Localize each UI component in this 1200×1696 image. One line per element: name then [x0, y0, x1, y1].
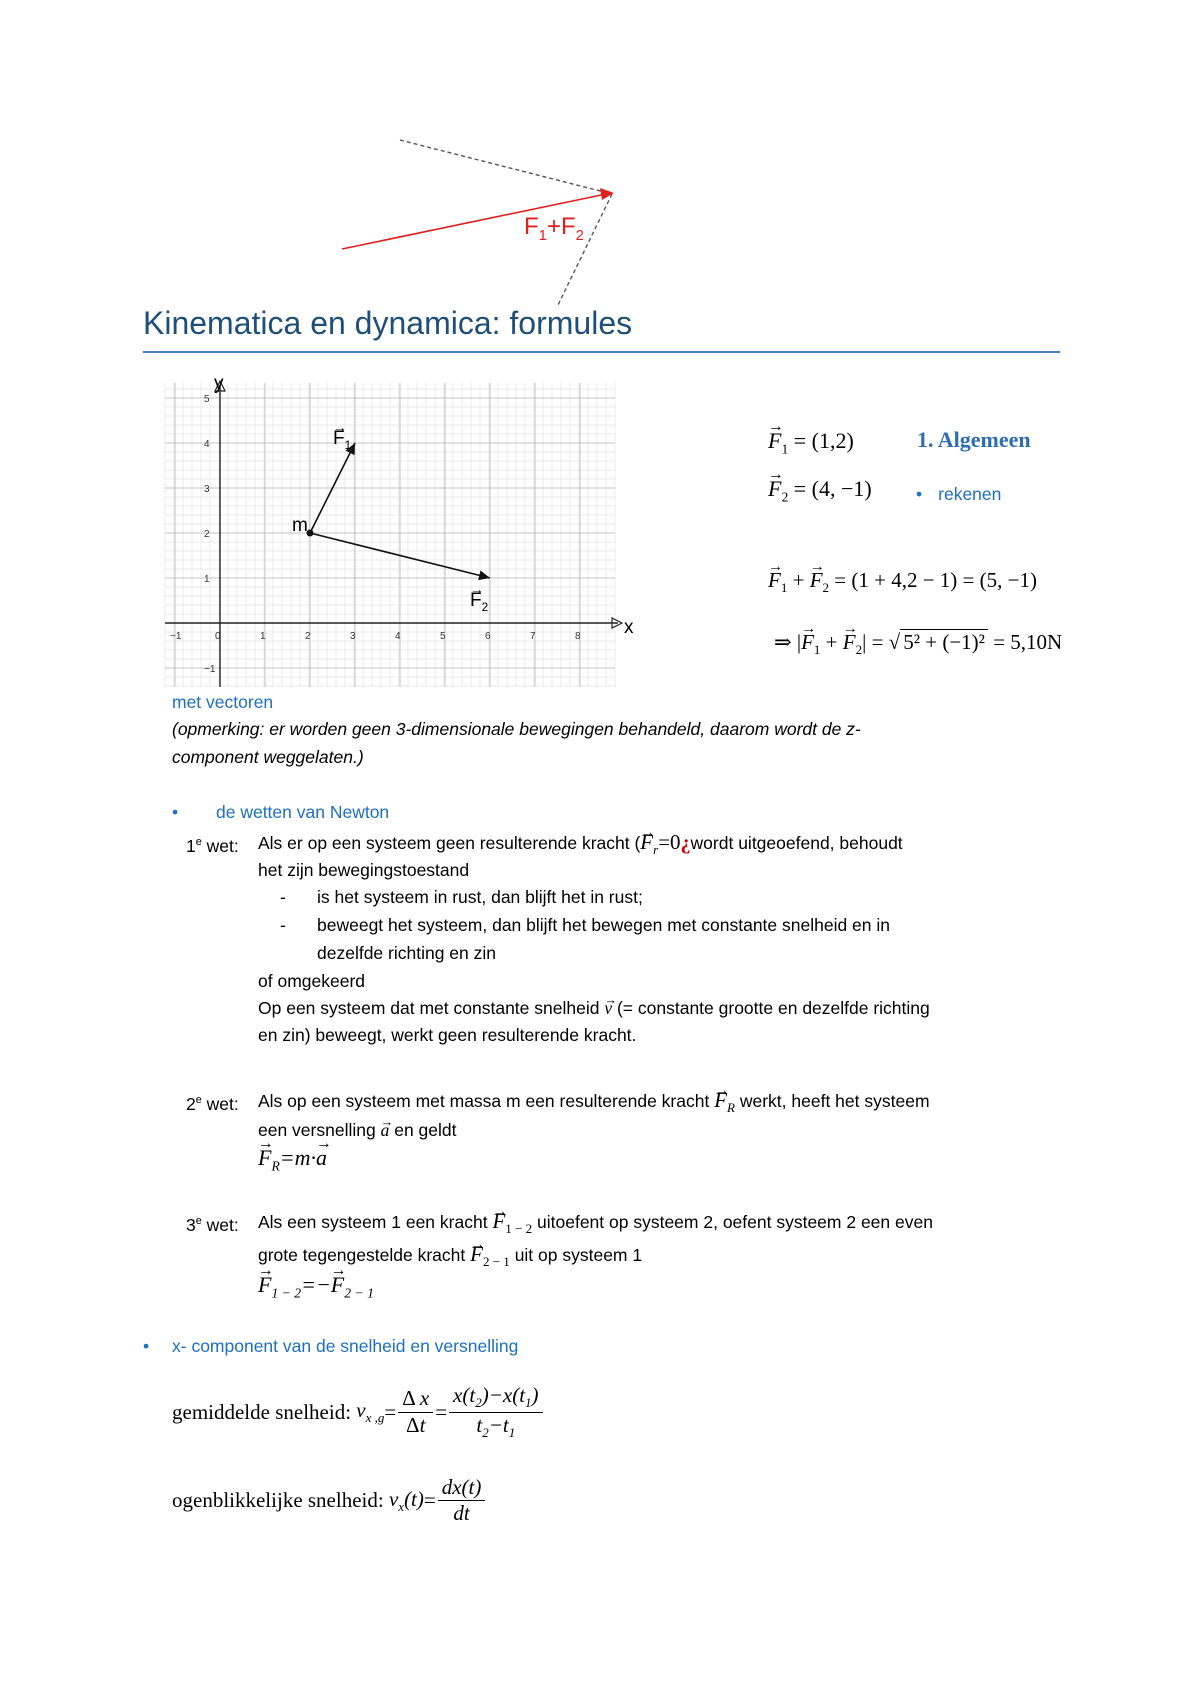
law1-of-omgekeerd: of omgekeerd	[258, 971, 366, 991]
law2-line2: een versnelling → a en geldt	[258, 1117, 457, 1144]
page-title: Kinematica en dynamica: formules	[143, 305, 633, 341]
x-tick-label: 1	[260, 631, 266, 642]
x-tick-label: 6	[485, 631, 491, 642]
formula-f2: → $F_2 = (4$, −1)	[768, 476, 872, 505]
y-tick-label: 3	[204, 484, 210, 495]
law1-label: 1e wet:	[186, 835, 239, 856]
y-tick-label: 5	[204, 394, 210, 405]
law1-dash2-cont: dezelfde richting en zin	[317, 943, 496, 963]
y-tick-label: −1	[204, 664, 216, 675]
title-underline	[143, 351, 1060, 353]
law3-line2: grote tegengestelde kracht → $F_{2 - 1}$ uit op systeem 1	[258, 1241, 642, 1275]
law3-label: 3e wet:	[186, 1214, 239, 1235]
x-tick-label: 3	[350, 631, 356, 642]
vector-graph	[160, 375, 650, 690]
formula-f1: → $F_1 = (1,2)$	[768, 428, 854, 457]
law1-dash1: - is het systeem in rust, dan blijft het in rust;	[280, 887, 643, 907]
graph-vector1-label: → $F_1$	[333, 428, 351, 452]
bullet-rekenen: • rekenen	[916, 484, 1002, 504]
law2-formula: → $F_R=m\cdot\to a$	[258, 1145, 327, 1174]
y-tick-label: 1	[204, 574, 210, 585]
graph-x-axis-label: x	[624, 617, 634, 638]
law1-dash2: - beweegt het systeem, dan blijft het bewegen met constante snelheid en in	[280, 915, 891, 935]
opmerking-line1: (opmerking: er worden geen 3-dimensionale bewegingen behandeld, daarom wordt de z-	[172, 719, 861, 739]
x-tick-label: 2	[305, 631, 311, 642]
law1-converse-line2: en zin) beweegt, werkt geen resulterende kracht.	[258, 1025, 637, 1045]
x-tick-label: −1	[170, 631, 182, 642]
y-tick-label: 2	[204, 529, 210, 540]
met-vectoren: met vectoren	[172, 692, 274, 712]
vector-sum-diagram	[330, 130, 630, 310]
x-tick-label: 5	[440, 631, 446, 642]
graph-point-m-label: m	[292, 515, 308, 536]
formula-norm: ⇒ |→ $F_1$ + → $F_2|$ = √ 5² + (−1)² = 5,10N	[774, 630, 1062, 658]
resultant-label: $F_1+F_2$	[524, 213, 584, 244]
y-tick-label: 4	[204, 439, 210, 450]
bullet-icon: •	[143, 1336, 150, 1356]
bullet-icon: •	[172, 802, 179, 822]
x-tick-label: 8	[575, 631, 581, 642]
inst-velocity-formula: ogenblikkelijke snelheid: $v_x(t)$ = $\frac{dx(t)}{dt}$	[172, 1476, 487, 1525]
graph-vector2-label: → $F_2$	[470, 590, 488, 614]
x-tick-label: 4	[395, 631, 401, 642]
law2-line1: Als op een systeem met massa m een resulterende kracht → $F_R$ werkt, heeft het systeem	[258, 1087, 930, 1121]
section-heading-algemeen: 1. Algemeen	[917, 427, 1031, 452]
law1-line1: Als er op een systeem geen resulterende kracht (→ $F_r=0¿wordt$ uitgeoefend, behoudt	[258, 829, 903, 863]
law2-label: 2e wet:	[186, 1093, 239, 1114]
opmerking-line2: component weggelaten.)	[172, 747, 364, 767]
x-tick-label: 0	[215, 631, 221, 642]
avg-velocity-formula: gemiddelde snelheid: $v_{x ,g}$ = $\frac{\text{Δ x}}{\Delta t}$ = $\frac{x(t_2)-x(t_1)}{t_2-t_1}$	[172, 1384, 545, 1440]
law1-line2: het zijn bewegingstoestand	[258, 860, 470, 880]
xcomp-heading: • x- component van de snelheid en versnelling	[143, 1333, 518, 1360]
law3-line1: Als een systeem 1 een kracht → $F_{1 - 2}$ uitoefent op systeem 2, oefent systeem 2 een even	[258, 1208, 933, 1242]
formula-sum: → $F_1$ + → $F_2 = (1 + 4,2 - 1) = (5$, −1)	[768, 568, 1037, 596]
law1-converse-line1: Op een systeem dat met constante snelheid → v (= constante grootte en dezelfde richting	[258, 995, 930, 1022]
law3-formula: → $F_{1 - 2}=-\to F_{2 - 1}$	[258, 1272, 374, 1301]
x-tick-label: 7	[530, 631, 536, 642]
graph-y-axis-label: y	[214, 373, 224, 394]
newton-heading: • de wetten van Newton	[172, 799, 389, 826]
